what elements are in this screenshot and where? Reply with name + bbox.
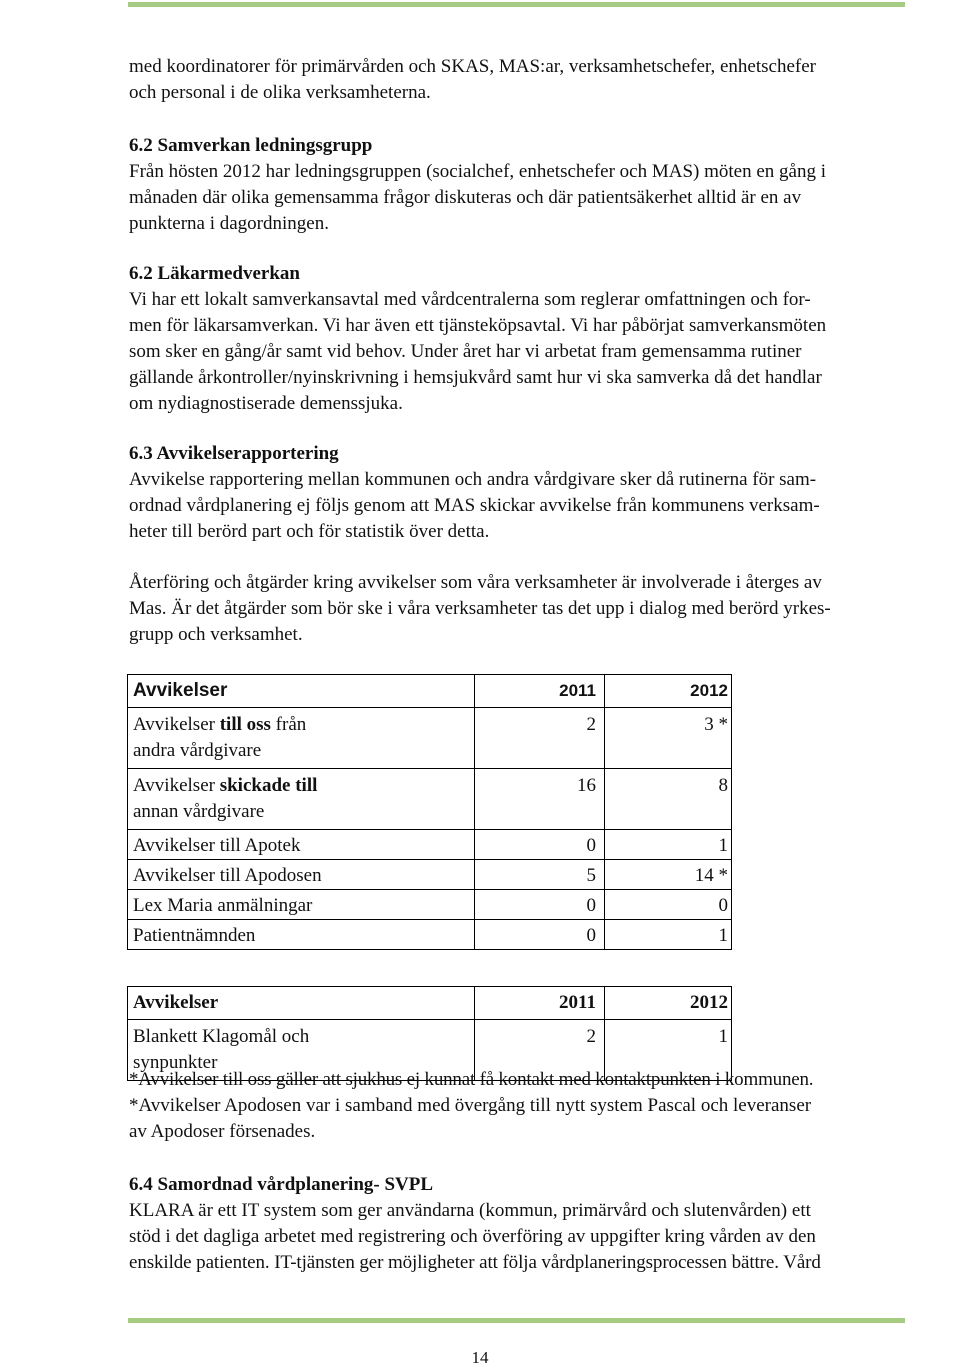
- footnote-line: av Apodoser försenades.: [129, 1121, 316, 1142]
- avvikelser-table: [127, 674, 732, 1081]
- value-2011: 2: [475, 708, 605, 769]
- header-cell: 2011: [475, 987, 605, 1020]
- value-2011: 0: [475, 920, 605, 950]
- value-2012: 1: [605, 920, 732, 950]
- body-line: Återföring och åtgärder kring avvikelser som våra verksamheter är involverade i återges av: [129, 572, 822, 593]
- body-line: om nydiagnostiserade demenssjuka.: [129, 393, 403, 414]
- bottom-accent-rule: [128, 1318, 905, 1323]
- body-line: punkterna i dagordningen.: [129, 213, 329, 234]
- row-label: Patientnämnden: [128, 920, 475, 950]
- table-header-row: [128, 987, 732, 1020]
- table-footnotes: [129, 1067, 813, 1145]
- section-heading: 6.2 Läkarmedverkan: [129, 263, 300, 284]
- table-row: [128, 860, 732, 890]
- header-cell: Avvikelser: [128, 987, 475, 1020]
- body-line: månaden där olika gemensamma frågor diskuteras och där patientsäkerhet alltid är en av: [129, 187, 802, 208]
- body-line: Mas. Är det åtgärder som bör ske i våra verksamheter tas det upp i dialog med berörd yrkes-: [129, 598, 831, 619]
- value-2012: 1: [605, 1020, 732, 1081]
- body-line: Från hösten 2012 har ledningsgruppen (socialchef, enhetschefer och MAS) möten en gång i: [129, 161, 826, 182]
- section-lakarmedverkan: [129, 261, 826, 417]
- table-row: [128, 769, 732, 830]
- table-row: [128, 708, 732, 769]
- header-cell: 2012: [605, 675, 732, 708]
- value-2011: 2: [475, 1020, 605, 1081]
- footnote-line: *Avvikelser till oss gäller att sjukhus ej kunnat få kontakt med kontaktpunkten i kommunen.: [129, 1069, 814, 1090]
- row-label: Avvikelser till Apodosen: [128, 860, 475, 890]
- body-line: som sker en gång/år samt vid behov. Under året har vi arbetat fram gemensamma rutiner: [129, 341, 802, 362]
- value-2011: 0: [475, 830, 605, 860]
- table-row: [128, 830, 732, 860]
- row-label: Avvikelser skickade till annan vårdgivare: [128, 769, 475, 830]
- header-cell: 2011: [475, 675, 605, 708]
- body-line: stöd i det dagliga arbetet med registrering och överföring av uppgifter kring vården av den: [129, 1226, 816, 1247]
- value-2012: 3 *: [605, 708, 732, 769]
- body-line: ordnad vårdplanering ej följs genom att MAS skickar avvikelse från kommunens verksam-: [129, 495, 820, 516]
- table-row: [128, 890, 732, 920]
- value-2011: 0: [475, 890, 605, 920]
- value-2012: 14 *: [605, 860, 732, 890]
- row-label: Avvikelser till Apotek: [128, 830, 475, 860]
- value-2011: 16: [475, 769, 605, 830]
- table-row: [128, 920, 732, 950]
- body-line: Avvikelse rapportering mellan kommunen och andra vårdgivare sker då rutinerna för sam-: [129, 469, 817, 490]
- row-label: Avvikelser till oss från andra vårdgivare: [128, 708, 475, 769]
- section-samordnad-vardplanering: [129, 1172, 821, 1276]
- body-line: heter till berörd part och för statistik över detta.: [129, 521, 490, 542]
- body-line: grupp och verksamhet.: [129, 624, 303, 645]
- table-spacer-row: [128, 950, 732, 987]
- section-samverkan-ledningsgrupp: [129, 133, 826, 237]
- section-heading: 6.2 Samverkan ledningsgrupp: [129, 135, 373, 156]
- section-heading: 6.3 Avvikelserapportering: [129, 443, 339, 464]
- value-2011: 5: [475, 860, 605, 890]
- page-number: 14: [471, 1348, 489, 1367]
- aterforing-paragraph: [129, 570, 831, 648]
- row-label: Blankett Klagomål och synpunkter: [128, 1020, 475, 1081]
- body-line: men för läkarsamverkan. Vi har även ett tjänsteköpsavtal. Vi har påbörjat samverkansmöten: [129, 315, 827, 336]
- value-2012: 1: [605, 830, 732, 860]
- header-cell: 2012: [605, 987, 732, 1020]
- section-heading: 6.4 Samordnad vårdplanering- SVPL: [129, 1174, 434, 1195]
- intro-line-2: och personal i de olika verksamheterna.: [129, 82, 431, 103]
- table-header-row: [128, 675, 732, 708]
- header-cell: Avvikelser: [128, 675, 475, 708]
- top-accent-rule: [128, 2, 905, 7]
- footnote-line: *Avvikelser Apodosen var i samband med övergång till nytt system Pascal och leveranser: [129, 1095, 812, 1116]
- body-line: Vi har ett lokalt samverkansavtal med vårdcentralerna som reglerar omfattningen och for-: [129, 289, 811, 310]
- section-avvikelserapportering: [129, 441, 820, 545]
- row-label: Lex Maria anmälningar: [128, 890, 475, 920]
- intro-paragraph: [129, 54, 816, 106]
- body-line: enskilde patienten. IT-tjänsten ger möjligheter att följa vårdplaneringsprocessen bättre. Vård: [129, 1252, 821, 1273]
- value-2012: 8: [605, 769, 732, 830]
- value-2012: 0: [605, 890, 732, 920]
- body-line: gällande årkontroller/nyinskrivning i hemsjukvård samt hur vi ska samverka då det handlar: [129, 367, 822, 388]
- intro-line-1: med koordinatorer för primärvården och SKAS, MAS:ar, verksamhetschefer, enhetschefer: [129, 56, 816, 77]
- body-line: KLARA är ett IT system som ger användarna (kommun, primärvård och slutenvården) ett: [129, 1200, 811, 1221]
